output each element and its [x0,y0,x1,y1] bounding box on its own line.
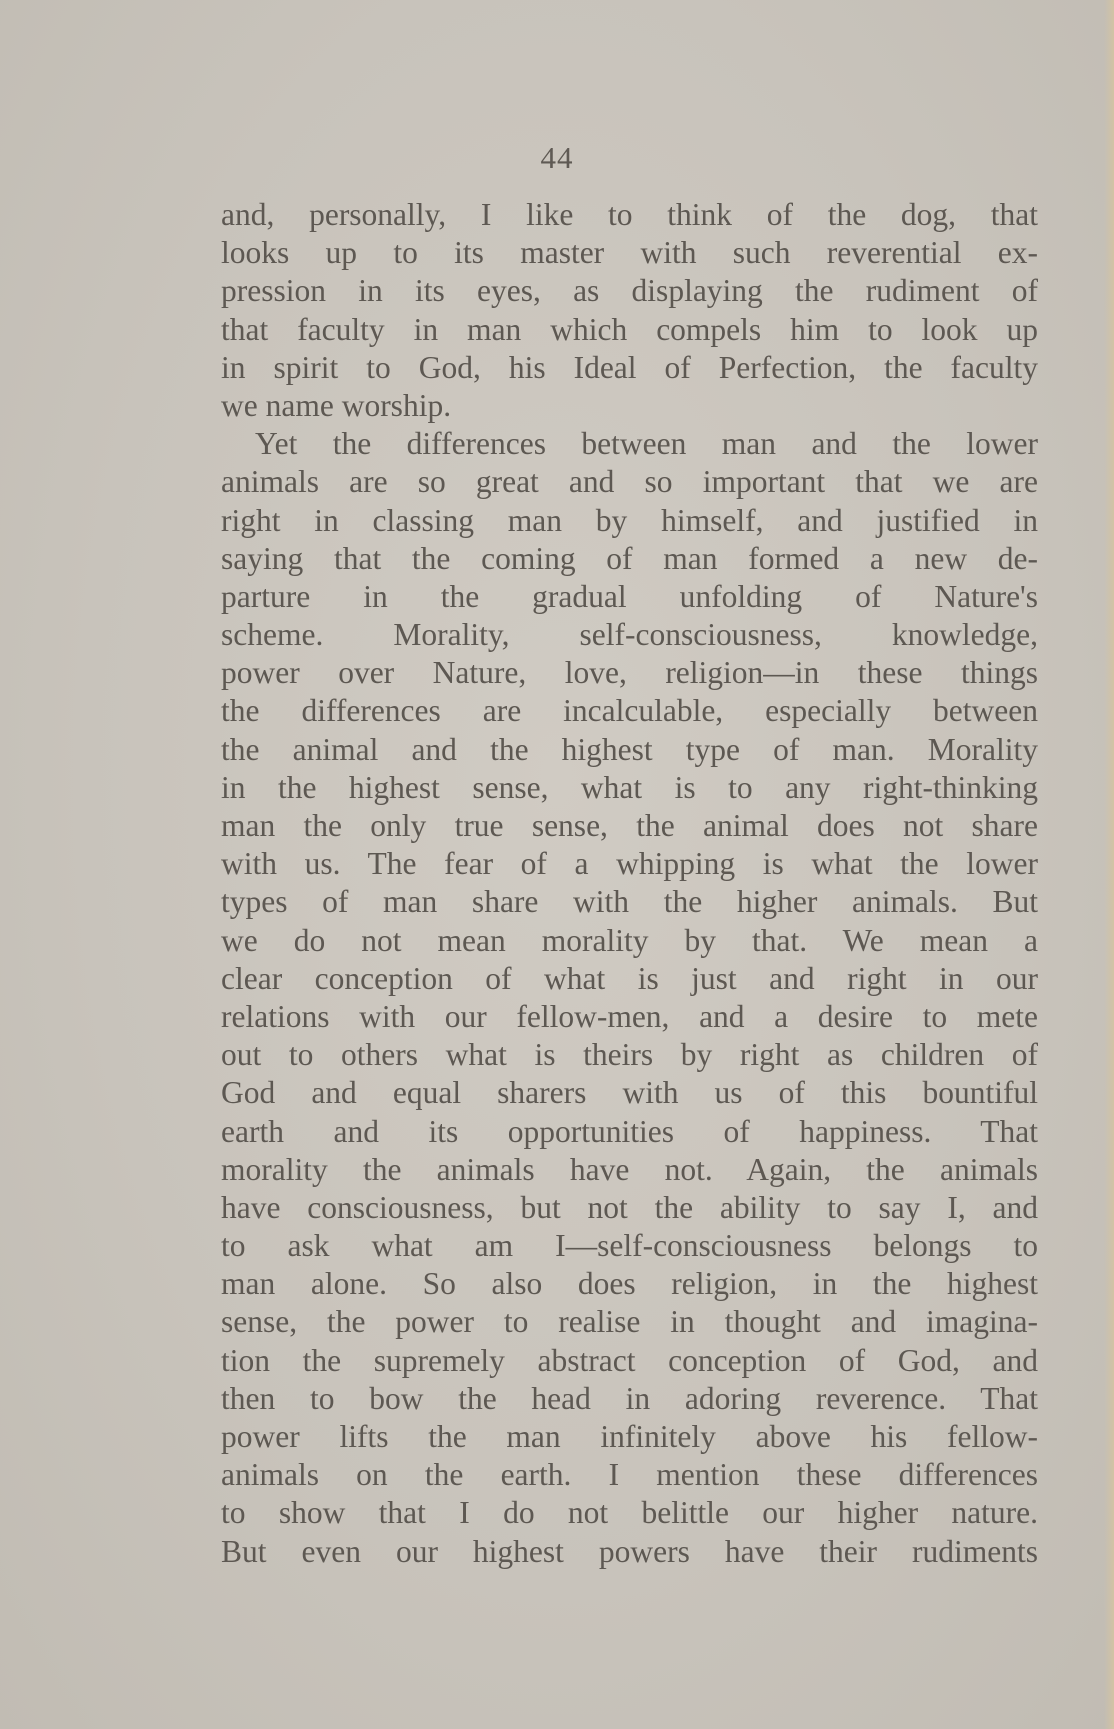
body-text [221,196,1038,1571]
text-line: clear conception of what is just and right in our [221,960,1038,996]
text-line: that faculty in man which compels him to look up [221,311,1038,347]
text-line: animals are so great and so important that we are [221,464,1038,500]
text-line: with us. The fear of a whipping is what the lower [221,846,1038,882]
text-line: tion the supremely abstract conception of God, and [221,1342,1038,1378]
text-line: looks up to its master with such reverential ex- [221,235,1038,271]
text-line: power lifts the man infinitely above his fellow- [221,1419,1038,1454]
text-line: we do not mean morality by that. We mean a [221,922,1038,958]
text-line: But even our highest powers have their rudiments [221,1533,1038,1569]
text-line: in the highest sense, what is to any right-thinking [221,769,1038,805]
text-line: morality the animals have not. Again, the animals [221,1151,1038,1187]
text-line: then to bow the head in adoring reverence. That [221,1380,1038,1416]
text-line: to ask what am I—self-consciousness belongs to [221,1228,1038,1264]
text-line: animals on the earth. I mention these differences [221,1457,1038,1493]
text-line: scheme. Morality, self-consciousness, knowledge, [221,617,1038,653]
text-line: earth and its opportunities of happiness. That [221,1113,1038,1149]
text-line: the animal and the highest type of man. Morality [221,731,1038,767]
text-line: power over Nature, love, religion—in these things [221,655,1038,691]
text-line: types of man share with the higher animals. But [221,884,1038,920]
text-line: relations with our fellow-men, and a desire to mete [221,998,1038,1034]
text-line: man the only true sense, the animal does not share [221,808,1038,843]
text-line: parture in the gradual unfolding of Nature's [221,578,1038,614]
text-line: sense, the power to realise in thought and imagina- [221,1304,1038,1340]
text-line: pression in its eyes, as displaying the rudiment of [221,273,1038,309]
text-line: and, personally, I like to think of the dog, that [221,197,1038,232]
text-line: out to others what is theirs by right as children of [221,1037,1038,1073]
text-line: we name worship. [221,387,452,423]
page-edge [1104,0,1114,1729]
text-line: in spirit to God, his Ideal of Perfection, the faculty [221,349,1038,385]
text-line: to show that I do not belittle our higher nature. [221,1495,1038,1531]
text-line: God and equal sharers with us of this bountiful [221,1075,1038,1111]
text-line: man alone. So also does religion, in the highest [221,1266,1038,1302]
text-line: the differences are incalculable, especially between [221,693,1038,729]
page-number: 44 [540,140,574,175]
text-line: have consciousness, but not the ability to say I, and [221,1189,1038,1225]
text-line: Yet the differences between man and the lower [255,426,1038,462]
text-line: saying that the coming of man formed a new de- [221,540,1038,576]
text-line: right in classing man by himself, and justified in [221,502,1038,538]
